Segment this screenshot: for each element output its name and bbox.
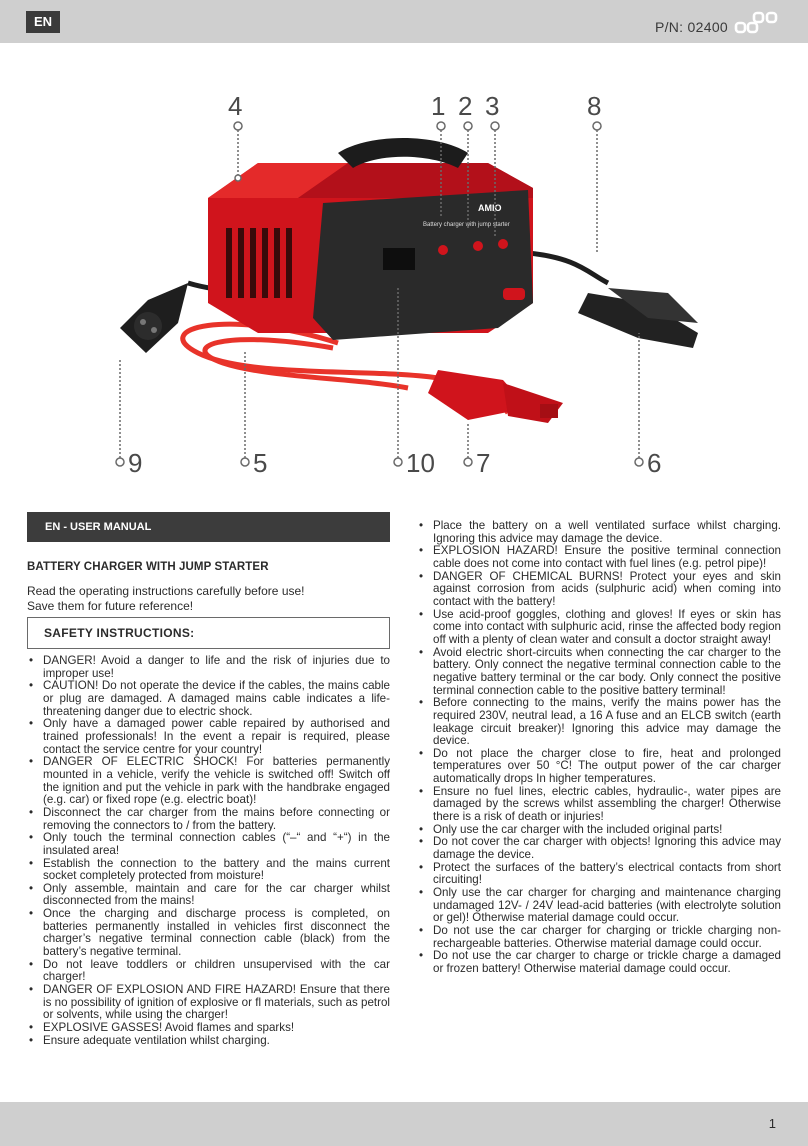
list-item: • Protect the surfaces of the battery’s electrical contacts from short circuiting! <box>417 862 781 887</box>
list-item: • EXPLOSIVE GASSES! Avoid flames and sparks! <box>27 1022 390 1035</box>
list-item: • Avoid electric short-circuits when connecting the car charger to the battery. Only connect the negative terminal connection cable to the negative battery terminal or the car body. Only connect the positive terminal connection cable to the positive battery terminal! <box>417 647 781 698</box>
page-number: 1 <box>768 1116 776 1131</box>
red-clamp-icon <box>428 370 563 423</box>
safety-heading: SAFETY INSTRUCTIONS: <box>27 617 390 649</box>
product-title: BATTERY CHARGER WITH JUMP STARTER <box>27 561 269 573</box>
list-item: • Do not leave toddlers or children unsupervised with the car charger! <box>27 959 390 984</box>
left-bullet-list <box>27 655 390 1047</box>
list-item: • Do not use the car charger for charging or trickle charging non-rechargeable batteries. Otherwise material damage could occur. <box>417 925 781 950</box>
product-figure <box>108 78 702 490</box>
callout-7: 7 <box>476 448 491 478</box>
list-item: • Establish the connection to the battery and the mains current socket completely protected from moisture! <box>27 858 390 883</box>
callout-5: 5 <box>253 448 268 478</box>
callout-4: 4 <box>228 91 243 121</box>
section-label: EN - USER MANUAL <box>27 512 390 542</box>
charger-illustration <box>108 78 702 490</box>
display-icon <box>383 248 415 270</box>
mains-plug-icon <box>120 283 188 353</box>
brand-logo-icon <box>734 10 782 36</box>
list-item: • Only have a damaged power cable repaired by authorised and trained professionals! In the event a repair is required, please contact the service centre for your country! <box>27 718 390 756</box>
callout-1: 1 <box>431 91 446 121</box>
callout-2: 2 <box>458 91 473 121</box>
list-item: • Before connecting to the mains, verify the mains power has the required 230V, neutral lead, a 16 A fuse and an ELCB switch (earth leakage circuit breaker)! Ignoring this advice may damage the device. <box>417 697 781 748</box>
right-bullet-list <box>417 520 781 976</box>
header-bar <box>0 0 808 43</box>
callout-8: 8 <box>587 91 602 121</box>
charger-body <box>208 138 533 340</box>
intro-line: Read the operating instructions carefully before use! <box>27 584 305 598</box>
list-item: • Do not cover the car charger with objects! Ignoring this advice may damage the device. <box>417 836 781 861</box>
callout-3: 3 <box>485 91 500 121</box>
list-item: • Only touch the terminal connection cables (“–“ and “+“) in the insulated area! <box>27 832 390 857</box>
list-item: • Disconnect the car charger from the mains before connecting or removing the connectors to / from the battery. <box>27 807 390 832</box>
black-clamp-icon <box>578 288 698 348</box>
footer-bar <box>0 1102 808 1146</box>
callout-6: 6 <box>647 448 662 478</box>
intro-text <box>27 584 390 614</box>
intro-line: Save them for future reference! <box>27 599 194 613</box>
list-item: • Only assemble, maintain and care for the car charger whilst disconnected from the mains! <box>27 883 390 908</box>
list-item: • DANGER OF EXPLOSION AND FIRE HAZARD! Ensure that there is no possibility of ignition of explosive or fl materials, such as petrol or solvents, while using the charger! <box>27 984 390 1022</box>
part-number: P/N: 02400 <box>654 19 728 35</box>
list-item: • Once the charging and discharge process is completed, on batteries permanently installed in vehicles first disconnect the charger’s negative terminal connection cable (black) from the battery’s negative terminal. <box>27 908 390 959</box>
svg-text:AMIO: AMIO <box>478 203 502 213</box>
list-item: • Place the battery on a well ventilated surface whilst charging. Ignoring this advice may damage the device. <box>417 520 781 545</box>
list-item: • Only use the car charger for charging and maintenance charging undamaged 12V- / 24V lead-acid batteries (with electrolyte solution or gel)! Otherwise material damage could occur. <box>417 887 781 925</box>
list-item: • Ensure adequate ventilation whilst charging. <box>27 1035 390 1048</box>
callout-9: 9 <box>128 448 143 478</box>
list-item: • EXPLOSION HAZARD! Ensure the positive terminal connection cable does not come into contact with fuel lines (e.g. petrol pipe)! <box>417 545 781 570</box>
language-tag: EN <box>26 11 60 33</box>
list-item: • DANGER OF CHEMICAL BURNS! Protect your eyes and skin against corrosion from acids (sulphuric acid) when coming into contact with the battery! <box>417 571 781 609</box>
list-item: • Only use the car charger with the included original parts! <box>417 824 781 837</box>
list-item: • CAUTION! Do not operate the device if the cables, the mains cable or plug are damaged. A damaged mains cable indicates a life-threatening danger due to electric shock. <box>27 680 390 718</box>
list-item: • DANGER! Avoid a danger to life and the risk of injuries due to improper use! <box>27 655 390 680</box>
svg-text:Battery charger with jump star: Battery charger with jump starter <box>423 222 510 228</box>
list-item: • Ensure no fuel lines, electric cables, hydraulic-, water pipes are damaged by the screws whilst assembling the charger! Otherwise there is a risk of death or injuries! <box>417 786 781 824</box>
list-item: • Do not use the car charger to charge or trickle charge a damaged or frozen battery! Otherwise material damage could occur. <box>417 950 781 975</box>
list-item: • Use acid-proof goggles, clothing and gloves! If eyes or skin has come into contact with sulphuric acid, rinse the affected body region off with a plenty of clean water and consult a doctor straight away! <box>417 609 781 647</box>
list-item: • DANGER OF ELECTRIC SHOCK! For batteries permanently mounted in a vehicle, verify the vehicle is switched off! Switch off the ignition and put the vehicle in park with the handbrake engaged (e.g. car) or fixed rope (e.g. electric boat)! <box>27 756 390 807</box>
callout-10: 10 <box>406 448 435 478</box>
list-item: • Do not place the charger close to fire, heat and prolonged temperatures over 50 °C! The output power of the car charger automatically drops In higher temperatures. <box>417 748 781 786</box>
